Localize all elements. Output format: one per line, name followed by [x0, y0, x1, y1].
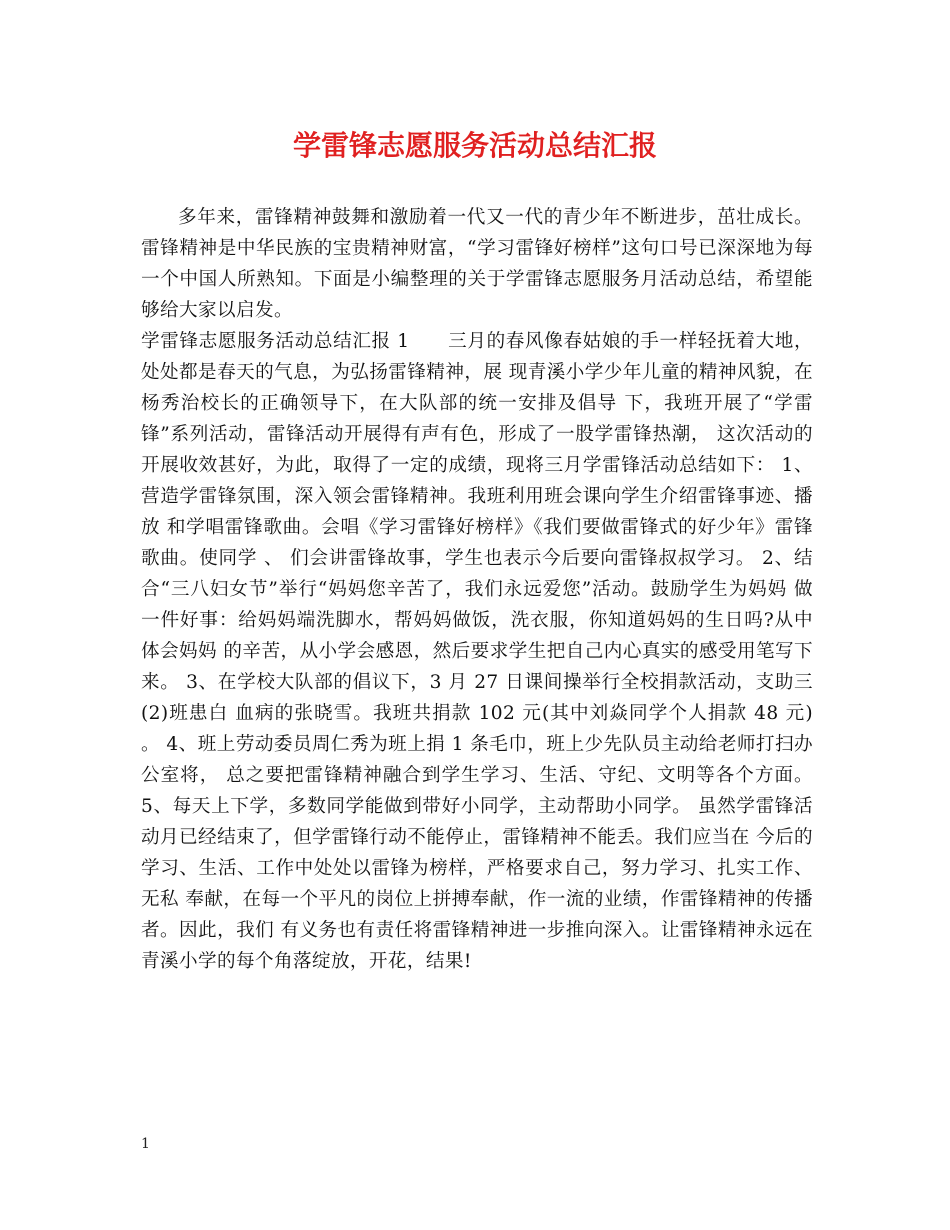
document-title: 学雷锋志愿服务活动总结汇报: [292, 129, 657, 162]
summary-paragraph: 学雷锋志愿服务活动总结汇报 1 三月的春风像春姑娘的手一样轻抚着大地，处处都是春天的气息，为弘扬雷锋精神，展 现青溪小学少年儿童的精神风貌，在杨秀治校长的正确领导下，在大队部的统一安排及倡导 下，我班开展了“学雷锋”系列活动，雷锋活动开展得有声有色，形成了一股学雷锋热潮， 这次活动的开展收效甚好，为此，取得了一定的成绩，现将三月学雷锋活动总结如下： 1、营造学雷锋氛围，深入领会雷锋精神。我班利用班会课向学生介绍雷锋事迹、播放 和学唱雷锋歌曲。会唱《学习雷锋好榜样》《我们要做雷锋式的好少年》雷锋歌曲。使同学 、 们会讲雷锋故事，学生也表示今后要向雷锋叔叔学习。 2、结合“三八妇女节”举行“妈妈您辛苦了，我们永远爱您”活动。鼓励学生为妈妈 做一件好事：给妈妈端洗脚水，帮妈妈做饭，洗衣服，你知道妈妈的生日吗?从中体会妈妈 的辛苦，从小学会感恩，然后要求学生把自己内心真实的感受用笔写下来。 3、在学校大队部的倡议下，3 月 27 日课间操举行全校捐款活动，支助三(2)班患白 血病的张晓雪。我班共捐款 102 元(其中刘焱同学个人捐款 48 元) 。 4、班上劳动委员周仁秀为班上捐 1 条毛巾，班上少先队员主动给老师打扫办公室将， 总之要把雷锋精神融合到学生学习、生活、守纪、文明等各个方面。 5、每天上下学，多数同学能做到带好小同学，主动帮助小同学。 虽然学雷锋活动月已经结束了，但学雷锋行动不能停止，雷锋精神不能丢。我们应当在 今后的学习、生活、工作中处处以雷锋为榜样，严格要求自己，努力学习、扎实工作、无私 奉献，在每一个平凡的岗位上拼搏奉献，作一流的业绩，作雷锋精神的传播者。因此，我们 有义务也有责任将雷锋精神进一步推向深入。让雷锋精神永远在青溪小学的每个角落绽放，开花，结果!: [141, 331, 820, 972]
intro-paragraph: 多年来，雷锋精神鼓舞和激励着一代又一代的青少年不断进步，茁壮成长。雷锋精神是中华民族的宝贵精神财富，“学习雷锋好榜样”这句口号已深深地为每一个中国人所熟知。下面是小编整理的关于学雷锋志愿服务月活动总结，希望能够给大家以启发。: [141, 207, 813, 321]
document-body: [141, 202, 820, 977]
page-number: 1: [141, 1136, 150, 1152]
